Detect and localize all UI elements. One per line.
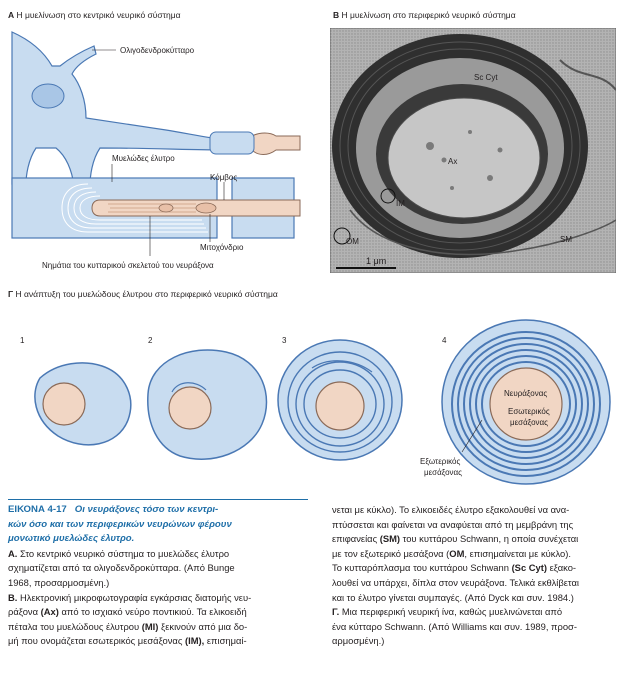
mitochondrion-shape-2 — [159, 204, 173, 212]
caption-left-segment: Στο κεντρικό νευρικό σύστημα το μυελώδες έλυτρο — [19, 547, 230, 559]
stage-2-number: 2 — [148, 336, 153, 345]
label-axon: Νευράξονας — [504, 389, 548, 398]
caption-rule — [8, 499, 308, 500]
label-outer-mesaxon-1: Εξωτερικός — [420, 457, 461, 466]
caption-right-segment: αρμοσμένη.) — [332, 635, 385, 647]
panel-a-text: Η μυελίνωση στο κεντρικό νευρικό σύστημα — [16, 10, 181, 20]
label-ax: Ax — [448, 157, 458, 166]
caption-right-segment: ένα κύτταρο Schwann. (Από Williams και συν. 1989, προσ- — [332, 620, 577, 632]
caption-right-line-4 — [332, 547, 628, 562]
caption-right-column — [332, 503, 628, 649]
panel-b-micrograph — [330, 28, 616, 273]
caption-right-segment: Μια περιφερική νευρική ίνα, καθώς μυελινώνεται από — [339, 606, 563, 618]
caption-right-segment: OM — [449, 547, 465, 559]
stage-4-number: 4 — [442, 336, 447, 345]
label-outer-mesaxon-2: μεσάξονας — [424, 468, 463, 477]
caption-right-segment: επιφανείας — [332, 533, 380, 545]
caption-right-segment: εξακο- — [546, 562, 577, 574]
caption-right-lines — [332, 503, 628, 649]
caption-right-segment: νεται με κύκλο). Το ελικοειδές έλυτρο εξακολουθεί να ανα- — [332, 504, 570, 515]
panel-c-diagram — [35, 320, 610, 484]
stage-3-group — [278, 340, 402, 460]
caption-left-segment: (MI) — [141, 620, 159, 632]
caption-left-column — [8, 503, 308, 649]
caption-right-line-7 — [332, 591, 628, 606]
caption-right-line-3 — [332, 532, 628, 547]
caption-left-line-5 — [8, 605, 308, 620]
caption-right-segment: του κυττάρου Schwann, η οποία συνέχεται — [400, 533, 579, 545]
caption-right-segment: Γ. — [332, 606, 340, 618]
figure-title-line-1: ΕΙΚΟΝΑ 4-17 Οι νευράξονες τόσο των κεντρι- — [8, 504, 219, 515]
caption-left-segment: (IM), — [184, 635, 205, 647]
caption-right-segment: με τον εξωτερικό μεσάξονα ( — [332, 547, 450, 559]
label-scale: 1 μm — [366, 256, 387, 266]
stage-1-axon — [43, 383, 85, 425]
caption-right-segment: και το έλυτρο γίνεται συμπαγές. (Από Dyck και συν. 1984.) — [332, 591, 574, 603]
panel-b-letter: B — [333, 10, 340, 20]
caption-left-segment: επισημαί- — [204, 635, 247, 647]
panel-a-letter: A — [8, 10, 15, 20]
caption-right-line-10 — [332, 634, 628, 649]
caption-left-line-7 — [8, 634, 308, 649]
label-sm: SM — [560, 235, 572, 244]
caption-left-segment: ξεκινούν από μια δο- — [158, 620, 248, 632]
caption-right-segment: (SM) — [379, 533, 401, 545]
caption-left-segment: μή που ονομάζεται εσωτερικός μεσάξονας — [8, 635, 185, 647]
label-mitochondrion: Μιτοχόνδριο — [200, 243, 244, 252]
caption-right-segment: (Sc Cyt) — [511, 562, 547, 574]
caption-left-segment: πέταλα του μυελώδους έλυτρου — [8, 620, 142, 632]
label-oligodendrocyte: Ολιγοδενδροκύτταρο — [120, 46, 195, 55]
caption-left-line-3 — [8, 576, 308, 591]
panel-c-letter: Γ — [8, 289, 14, 299]
figure-title-line-2: κών όσο και των περιφερικών νευρώνων φέρουν — [8, 518, 232, 530]
caption-left-segment: σχηματίζεται από τα ολιγοδενδροκύτταρα. (Από Bunge — [8, 562, 235, 574]
stage-4-group — [442, 320, 610, 484]
caption-left-segment: B. — [8, 591, 20, 603]
figure-title-line-3: μονωτικό μυελώδες έλυτρο. — [8, 533, 135, 545]
label-cytoskeleton: Νημάτια του κυτταρικού σκελετού του νευράξονα — [42, 261, 214, 270]
label-inner-mesaxon-2: μεσάξονας — [510, 418, 549, 427]
caption-left-lines — [8, 547, 308, 649]
caption-left-segment: (Ax) — [40, 606, 59, 618]
label-sc-cyt: Sc Cyt — [474, 73, 498, 82]
stage-1-number: 1 — [20, 336, 25, 345]
panel-b-text: Η μυελίνωση στο περιφερικό νευρικό σύστημα — [341, 10, 516, 20]
caption-left-line-1 — [8, 547, 308, 562]
mitochondrion-shape — [196, 203, 216, 213]
upper-myelin — [210, 132, 254, 154]
stage-2-axon — [169, 387, 211, 429]
label-im: IM — [396, 199, 405, 208]
caption-left-segment: A. — [8, 547, 20, 559]
caption-right-line-8 — [332, 605, 628, 620]
caption-right-segment: Το κυτταρόπλασμα του κυττάρου Schwann — [332, 562, 512, 574]
caption-right-segment: λουθεί να υπάρχει, δίπλα στον νευράξονα. Τελικά εκθλίβεται — [332, 576, 579, 588]
caption-right-line-2 — [332, 518, 628, 533]
label-om: OM — [346, 237, 359, 246]
caption-left-segment: ράξονα — [8, 606, 41, 618]
caption-right-segment: πτύσσεται και φαίνεται να αναφύεται από τη μεμβράνη της — [332, 518, 574, 530]
stage-3-number: 3 — [282, 336, 287, 345]
caption-right-line-1 — [332, 503, 628, 518]
oligodendrocyte-nucleus — [32, 84, 64, 108]
caption-left-segment: Ηλεκτρονική μικροφωτογραφία εγκάρσιας διατομής νευ- — [19, 591, 252, 603]
caption-right-line-6 — [332, 576, 628, 591]
caption-right-line-9 — [332, 620, 628, 635]
caption-left-line-4 — [8, 591, 308, 606]
caption-left-segment: 1968, προσαρμοσμένη.) — [8, 576, 110, 588]
micro-axon — [388, 98, 540, 218]
label-inner-mesaxon-1: Εσωτερικός — [508, 407, 550, 416]
caption-right-segment: , επισημαίνεται με κύκλο). — [464, 547, 571, 559]
caption-left-line-6 — [8, 620, 308, 635]
label-myelin-sheath: Μυελώδες έλυτρο — [112, 154, 175, 163]
panel-c-text: Η ανάπτυξη του μυελώδους έλυτρου στο περιφερικό νευρικό σύστημα — [15, 289, 278, 299]
caption-right-line-5 — [332, 561, 628, 576]
panel-a-diagram — [12, 32, 300, 256]
label-node: Κόμβος — [210, 173, 238, 182]
caption-left-segment: από το ισχιακό νεύρο ποντικιού. Τα ελικοειδή — [58, 606, 247, 618]
figure-number: ΕΙΚΟΝΑ 4-17 — [8, 504, 67, 515]
caption-left-line-2 — [8, 561, 308, 576]
